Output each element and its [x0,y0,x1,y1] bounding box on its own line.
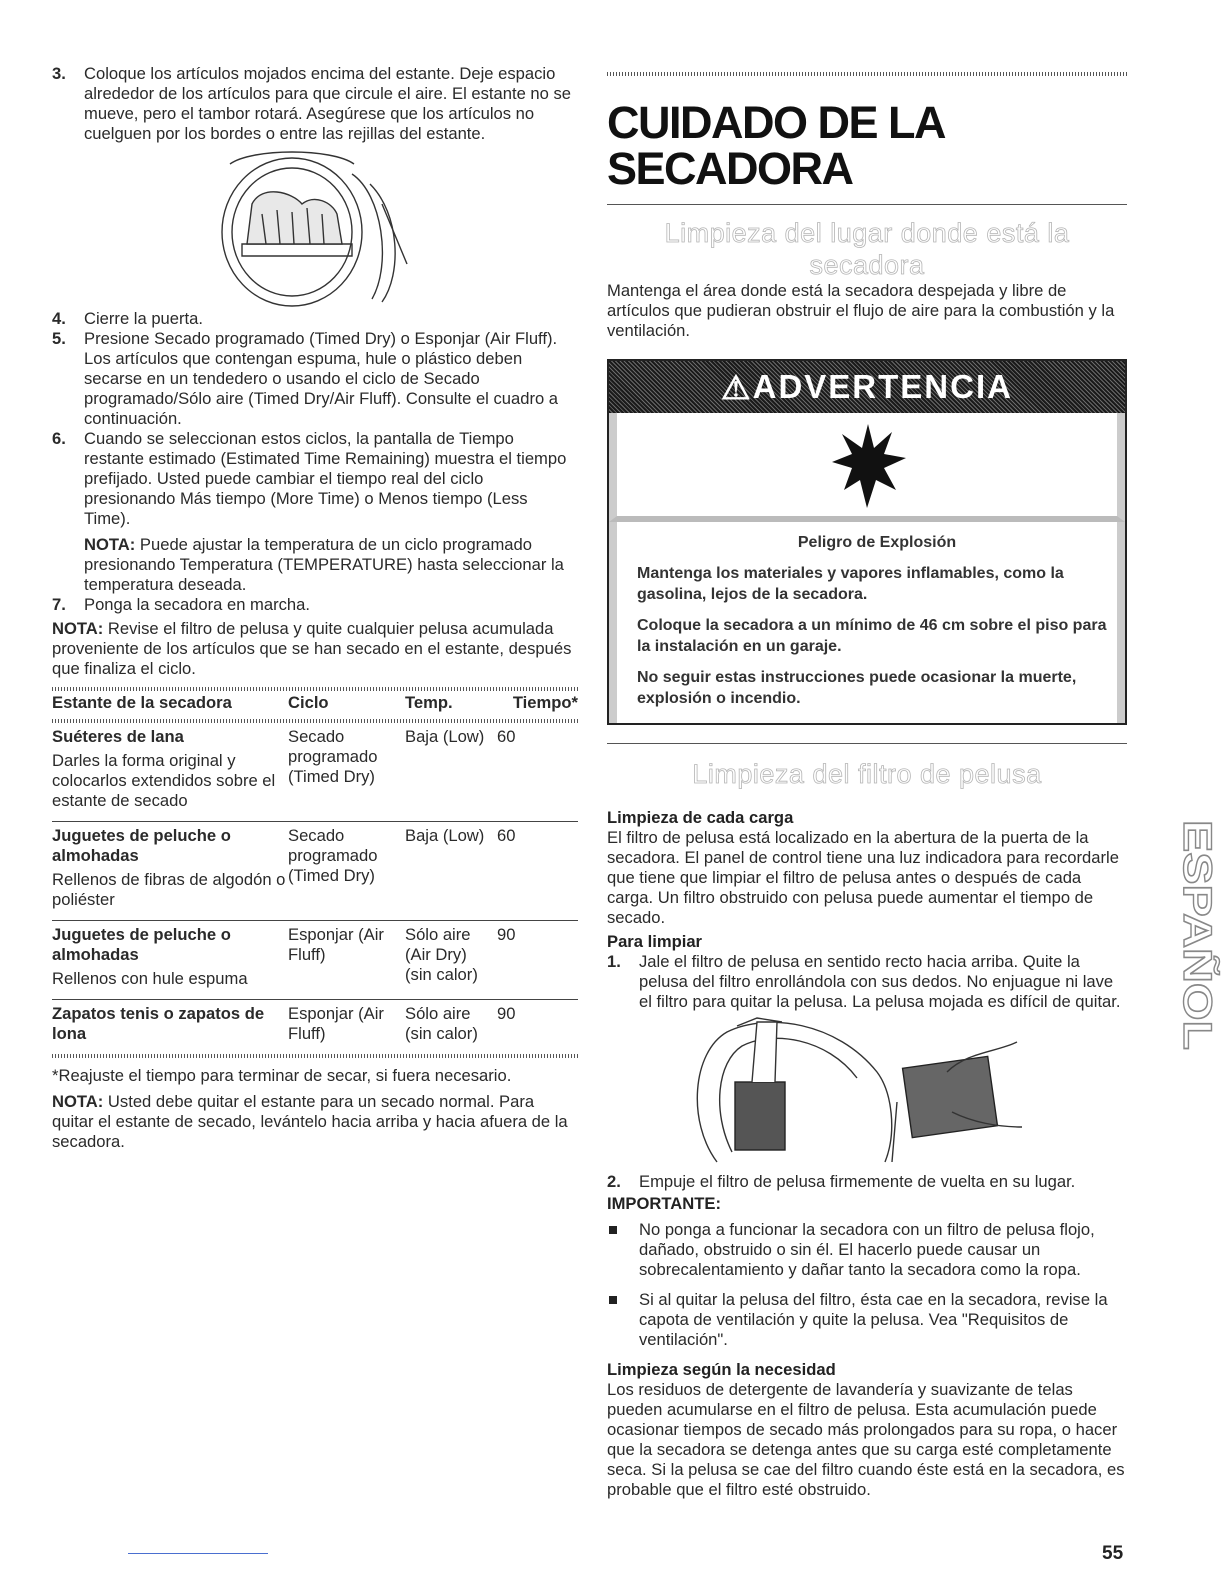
step-5: 5. Presione Secado programado (Timed Dry) o Esponjar (Air Fluff). Los artículos que contengan espuma, hule o plástico deben secarse en un tendedero o usando el ciclo de Secado programado/Sólo aire (Timed Dry/Air Fluff). Consulte el cuadro a continuación. [52,329,559,428]
explosion-icon [609,413,1125,522]
as-needed-heading: Limpieza según la necesidad [607,1360,836,1379]
step-3: 3. Coloque los artículos mojados encima del estante. Deje espacio alrededor de los artículos para que circule el aire. El estante no se mueve, pero el tambor rotará. Asegúrese que los artículos no cuelguen por los bordes o entre las rejillas del estante. [52,64,572,143]
warning-text: No seguir estas instrucciones puede ocasionar la muerte, explosión o incendio. [637,669,1077,707]
step-4: 4. Cierre la puerta. [52,309,203,328]
to-clean-heading: Para limpiar [607,932,703,951]
right-column [607,64,1127,1500]
each-load-paragraph: El filtro de pelusa está localizado en la abertura de la puerta de la secadora. El panel de control tiene una luz indicadora para recordarle que tiene que limpiar el filtro de pelusa antes o después de cada carga. Un filtro obstruido con pelusa puede aumentar el tiempo de secado. [607,828,1119,927]
important-bullets [607,1220,1127,1350]
steps-list-continued [52,309,578,615]
warning-body [609,522,1125,723]
language-side-tab [1150,810,1219,1060]
title-rule [607,204,1127,205]
warning-box [607,359,1127,725]
footer-rule [128,1553,268,1554]
table-row: Zapatos tenis o zapatos de lona Esponjar (Air Fluff) Sólo aire (sin calor) 90 [52,1004,516,1043]
clean-step-2: 2. Empuje el filtro de pelusa firmemente de vuelta en su lugar. [607,1172,1076,1191]
clean-step-1: 1. Jale el filtro de pelusa en sentido recto hacia arriba. Quite la pelusa del filtro enrollándola con sus dedos. No enjuague ni lave el filtro para quitar la pelusa. La pelusa mojada es difícil de quitar. [607,952,1121,1011]
each-load-heading: Limpieza de cada carga [607,808,794,827]
drying-rack-table [52,687,578,1058]
lint-filter-illustration [607,1012,1127,1172]
area-paragraph: Mantenga el área donde está la secadora despejada y libre de artículos que pudieran obstruir el flujo de aire para la combustión y la ventilación. [607,281,1115,340]
list-item: Si al quitar la pelusa del filtro, ésta cae en la secadora, revise la capota de ventilación y quite la pelusa. Vea "Requisitos de ventilación". [607,1290,1127,1350]
table-row: Suéteres de lana Darles la forma original y colocarlos extendidos sobre el estante de secado Secado programado (Timed Dry) Baja (Low) 60 [52,727,516,810]
left-column [52,64,578,1152]
important-heading: IMPORTANTE: [607,1194,721,1213]
warning-triangle-icon: ⚠ [721,368,753,406]
step-6: 6. Cuando se seleccionan estos ciclos, la pantalla de Tiempo restante estimado (Estimated Time Remaining) muestra el tiempo prefijado. Usted puede cambiar el tiempo real del ciclo presionando Más tiempo (More Time) o Menos tiempo (Less Time). NOTA: Puede ajustar la temperatura de un ciclo programado presionando Temperatura (TEMPERATURE) hasta seleccionar la temperatura deseada. [52,429,578,595]
step-6-note: NOTA: Puede ajustar la temperatura de un ciclo programado presionando Temperatura (TEMPERATURE) hasta seleccionar la temperatura deseada. [84,535,564,594]
clean-steps-continued [607,1172,1127,1192]
table-footnote: *Reajuste el tiempo para terminar de secar, si fuera necesario. [52,1066,512,1085]
section-heading-area: Limpieza del lugar donde está la secadora [664,218,1070,280]
clean-steps [607,952,1127,1012]
steps-list [52,64,578,144]
section-rule [607,743,1127,744]
drying-rack-illustration [52,144,578,309]
as-needed-paragraph: Los residuos de detergente de lavandería y suavizante de telas pueden acumularse en el filtro de pelusa. Esta acumulación puede ocasionar tiempos de secado más prolongados para su ropa, o hacer que la secadora se detenga antes que su carga esté completamente seca. Si la pelusa se cae del filtro cuando éste está en la secadora, es probable que el filtro esté obstruido. [607,1380,1125,1499]
table-row: Juguetes de peluche o almohadas Rellenos con hule espuma Esponjar (Air Fluff) Sólo aire (Air Dry) (sin calor) 90 [52,925,516,988]
warning-text: Mantenga los materiales y vapores inflamables, como la gasolina, lejos de la secadora. [637,565,1064,603]
note-remove-rack: NOTA: Usted debe quitar el estante para un secado normal. Para quitar el estante de secado, levántelo hacia arriba y hacia afuera de la secadora. [52,1092,568,1151]
page-number: 55 [1102,1543,1124,1564]
section-heading-lint: Limpieza del filtro de pelusa [692,759,1042,789]
list-item: No ponga a funcionar la secadora con un filtro de pelusa flojo, dañado, obstruido o sin él. El hacerlo puede causar un sobrecalentamiento y dañar tanto la secadora como la ropa. [607,1220,1127,1280]
page-title: CUIDADO DE LA SECADORA [607,97,944,194]
side-tab-label: ESPAÑOL [1175,820,1219,1011]
note-lint: NOTA: Revise el filtro de pelusa y quite cualquier pelusa acumulada proveniente de los artículos que se han secado en el estante, después que finaliza el ciclo. [52,619,572,678]
warning-caption: Peligro de Explosión [797,534,957,551]
table-bottom-rule [52,1054,578,1058]
warning-text: Coloque la secadora a un mínimo de 46 cm sobre el piso para la instalación en un garaje. [637,617,1107,655]
table-row: Juguetes de peluche o almohadas Rellenos de fibras de algodón o poliéster Secado programado (Timed Dry) Baja (Low) 60 [52,826,516,909]
title-top-rule [607,72,1127,76]
warning-header: ⚠ ADVERTENCIA [609,361,1125,413]
table-header: Estante de la secadora Ciclo Temp. Tiempo* [52,693,578,712]
step-7: 7. Ponga la secadora en marcha. [52,595,311,614]
